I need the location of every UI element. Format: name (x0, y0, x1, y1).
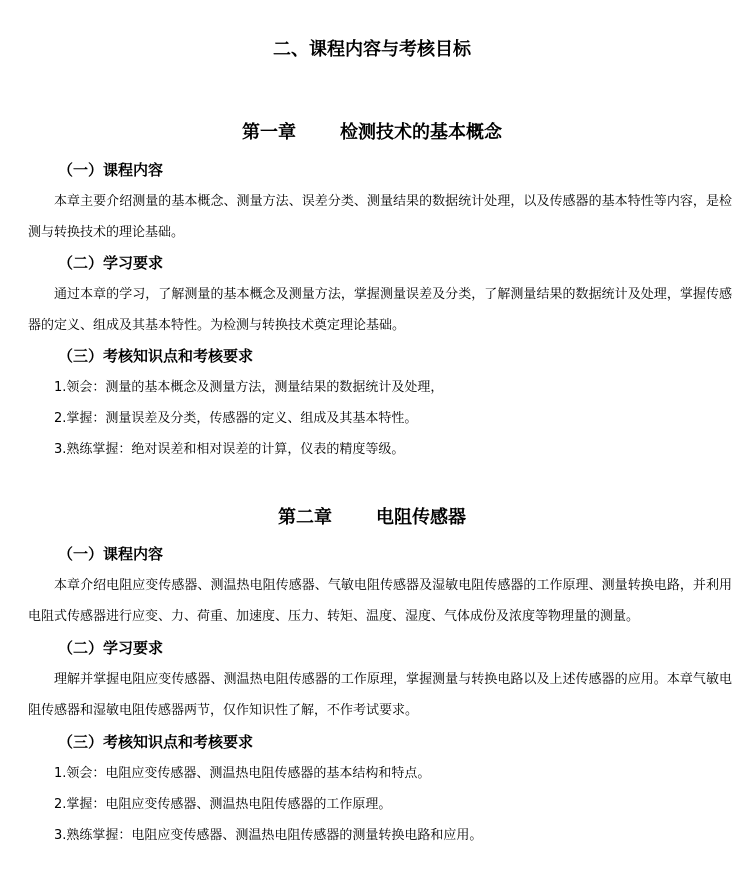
chapter-2-assessment-item: 2.掌握：电阻应变传感器、测温热电阻传感器的工作原理。 (54, 797, 392, 812)
chapter-2-name: 电阻传感器 (376, 507, 466, 528)
chapter-1-content-text: 本章主要介绍测量的基本概念、测量方法、误差分类、测量结果的数据统计处理，以及传感器的基本特性等内容，是检测与转换技术的理论基础。 (28, 194, 732, 240)
chapter-1-requirements-heading: （二）学习要求 (58, 254, 164, 272)
chapter-2-number: 第二章 (278, 507, 332, 528)
chapter-1-assessment-heading: （三）考核知识点和考核要求 (58, 347, 254, 365)
chapter-1-content-heading: （一）课程内容 (58, 161, 164, 179)
chapter-1-title (0, 121, 744, 145)
chapter-1-number: 第一章 (242, 122, 296, 143)
chapter-1-assessment-item: 2.掌握：测量误差及分类，传感器的定义、组成及其基本特性。 (54, 411, 418, 426)
chapter-2-content-text: 本章介绍电阻应变传感器、测温热电阻传感器、气敏电阻传感器及湿敏电阻传感器的工作原理、测量转换电路，并利用电阻式传感器进行应变、力、荷重、加速度、压力、转矩、温度、湿度、气体成份及浓度等物理量的测量。 (28, 578, 732, 624)
chapter-1-assessment-item: 3.熟练掌握：绝对误差和相对误差的计算，仪表的精度等级。 (54, 442, 405, 457)
chapter-2-requirements-heading: （二）学习要求 (58, 639, 164, 657)
chapter-2-assessment-item: 3.熟练掌握：电阻应变传感器、测温热电阻传感器的测量转换电路和应用。 (54, 828, 483, 843)
chapter-1-requirements-text: 通过本章的学习，了解测量的基本概念及测量方法，掌握测量误差及分类，了解测量结果的数据统计及处理，掌握传感器的定义、组成及其基本特性。为检测与转换技术奠定理论基础。 (28, 287, 732, 333)
chapter-2-assessment-heading: （三）考核知识点和考核要求 (58, 733, 254, 751)
section-title: 二、课程内容与考核目标 (273, 39, 471, 60)
chapter-2-content-heading: （一）课程内容 (58, 545, 164, 563)
chapter-2-assessment-item: 1.领会：电阻应变传感器、测温热电阻传感器的基本结构和特点。 (54, 766, 431, 781)
chapter-2-title (0, 506, 744, 530)
chapter-2-requirements-text: 理解并掌握电阻应变传感器、测温热电阻传感器的工作原理，掌握测量与转换电路以及上述传感器的应用。本章气敏电阻传感器和湿敏电阻传感器两节，仅作知识性了解，不作考试要求。 (28, 672, 732, 718)
chapter-1-assessment-item: 1.领会：测量的基本概念及测量方法，测量结果的数据统计及处理， (54, 380, 444, 395)
chapter-1-name: 检测技术的基本概念 (340, 122, 502, 143)
